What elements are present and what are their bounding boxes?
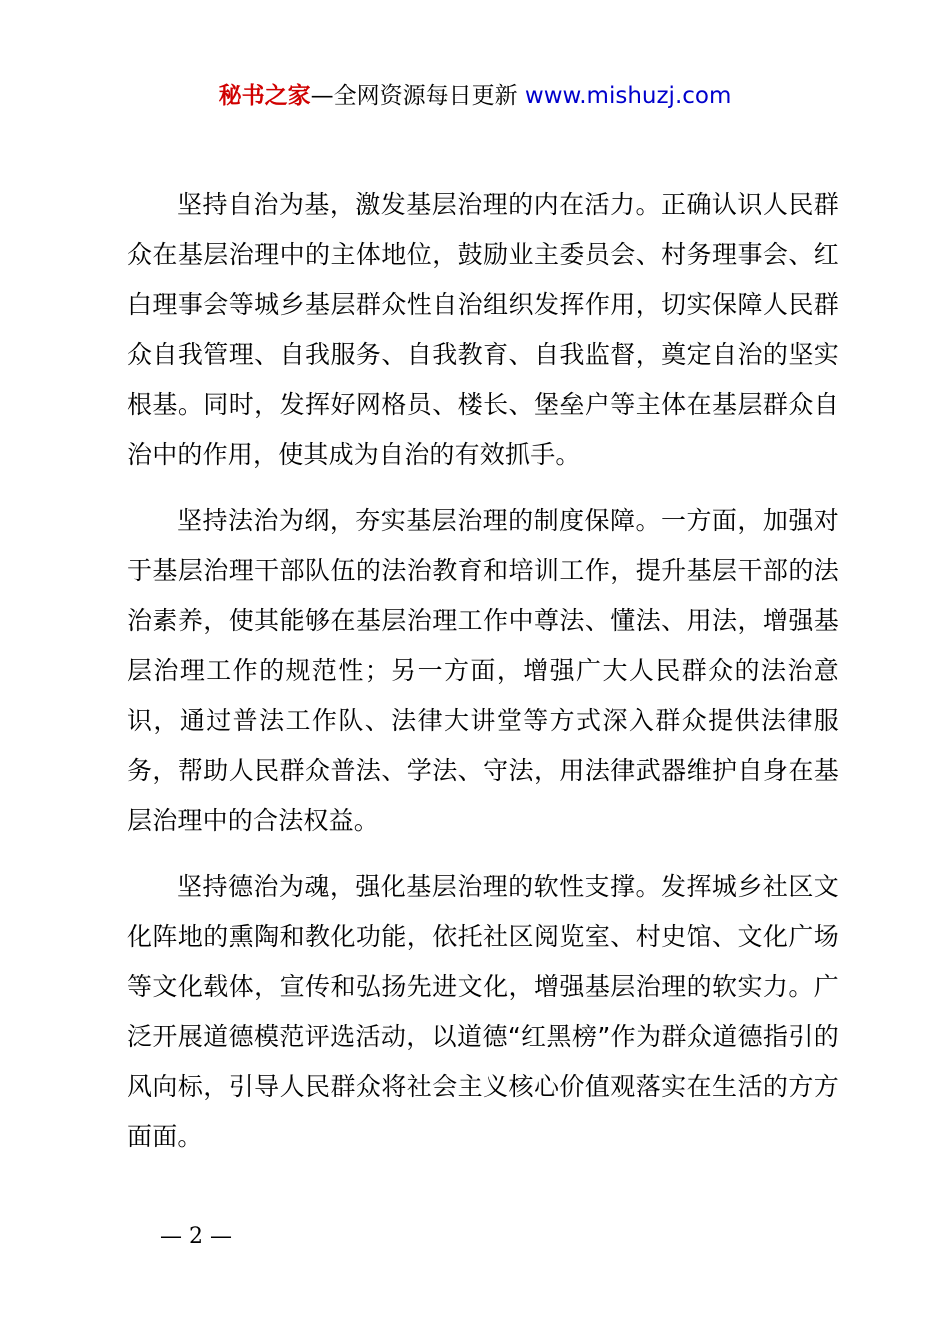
brand-name: 秘书之家 [218, 83, 311, 109]
page-header [0, 80, 950, 112]
page-number: — 2 — [160, 1224, 232, 1249]
paragraph-rule-of-law: 坚持法治为纲，夯实基层治理的制度保障。一方面，加强对于基层治理干部队伍的法治教育和培训工作，提升基层干部的法治素养，使其能够在基层治理工作中尊法、懂法、用法，增强基层治理工作的规范性；另一方面，增强广大人民群众的法治意识，通过普法工作队、法律大讲堂等方式深入群众提供法律服务，帮助人民群众普法、学法、守法，用法律武器维护自身在基层治理中的合法权益。 [127, 506, 839, 835]
site-url: www.mishuzj.com [524, 83, 732, 109]
document-body [127, 180, 839, 1178]
paragraph-self-governance: 坚持自治为基，激发基层治理的内在活力。正确认识人民群众在基层治理中的主体地位，鼓励业主委员会、村务理事会、红白理事会等城乡基层群众性自治组织发挥作用，切实保障人民群众自我管理、自我服务、自我教育、自我监督，奠定自治的坚实根基。同时，发挥好网格员、楼长、堡垒户等主体在基层群众自治中的作用，使其成为自治的有效抓手。 [127, 190, 839, 469]
header-tagline: —全网资源每日更新 [310, 83, 525, 109]
paragraph-rule-of-virtue: 坚持德治为魂，强化基层治理的软性支撑。发挥城乡社区文化阵地的熏陶和教化功能，依托社区阅览室、村史馆、文化广场等文化载体，宣传和弘扬先进文化，增强基层治理的软实力。广泛开展道德模范评选活动，以道德“红黑榜”作为群众道德指引的风向标，引导人民群众将社会主义核心价值观落实在生活的方方面面。 [127, 872, 839, 1151]
